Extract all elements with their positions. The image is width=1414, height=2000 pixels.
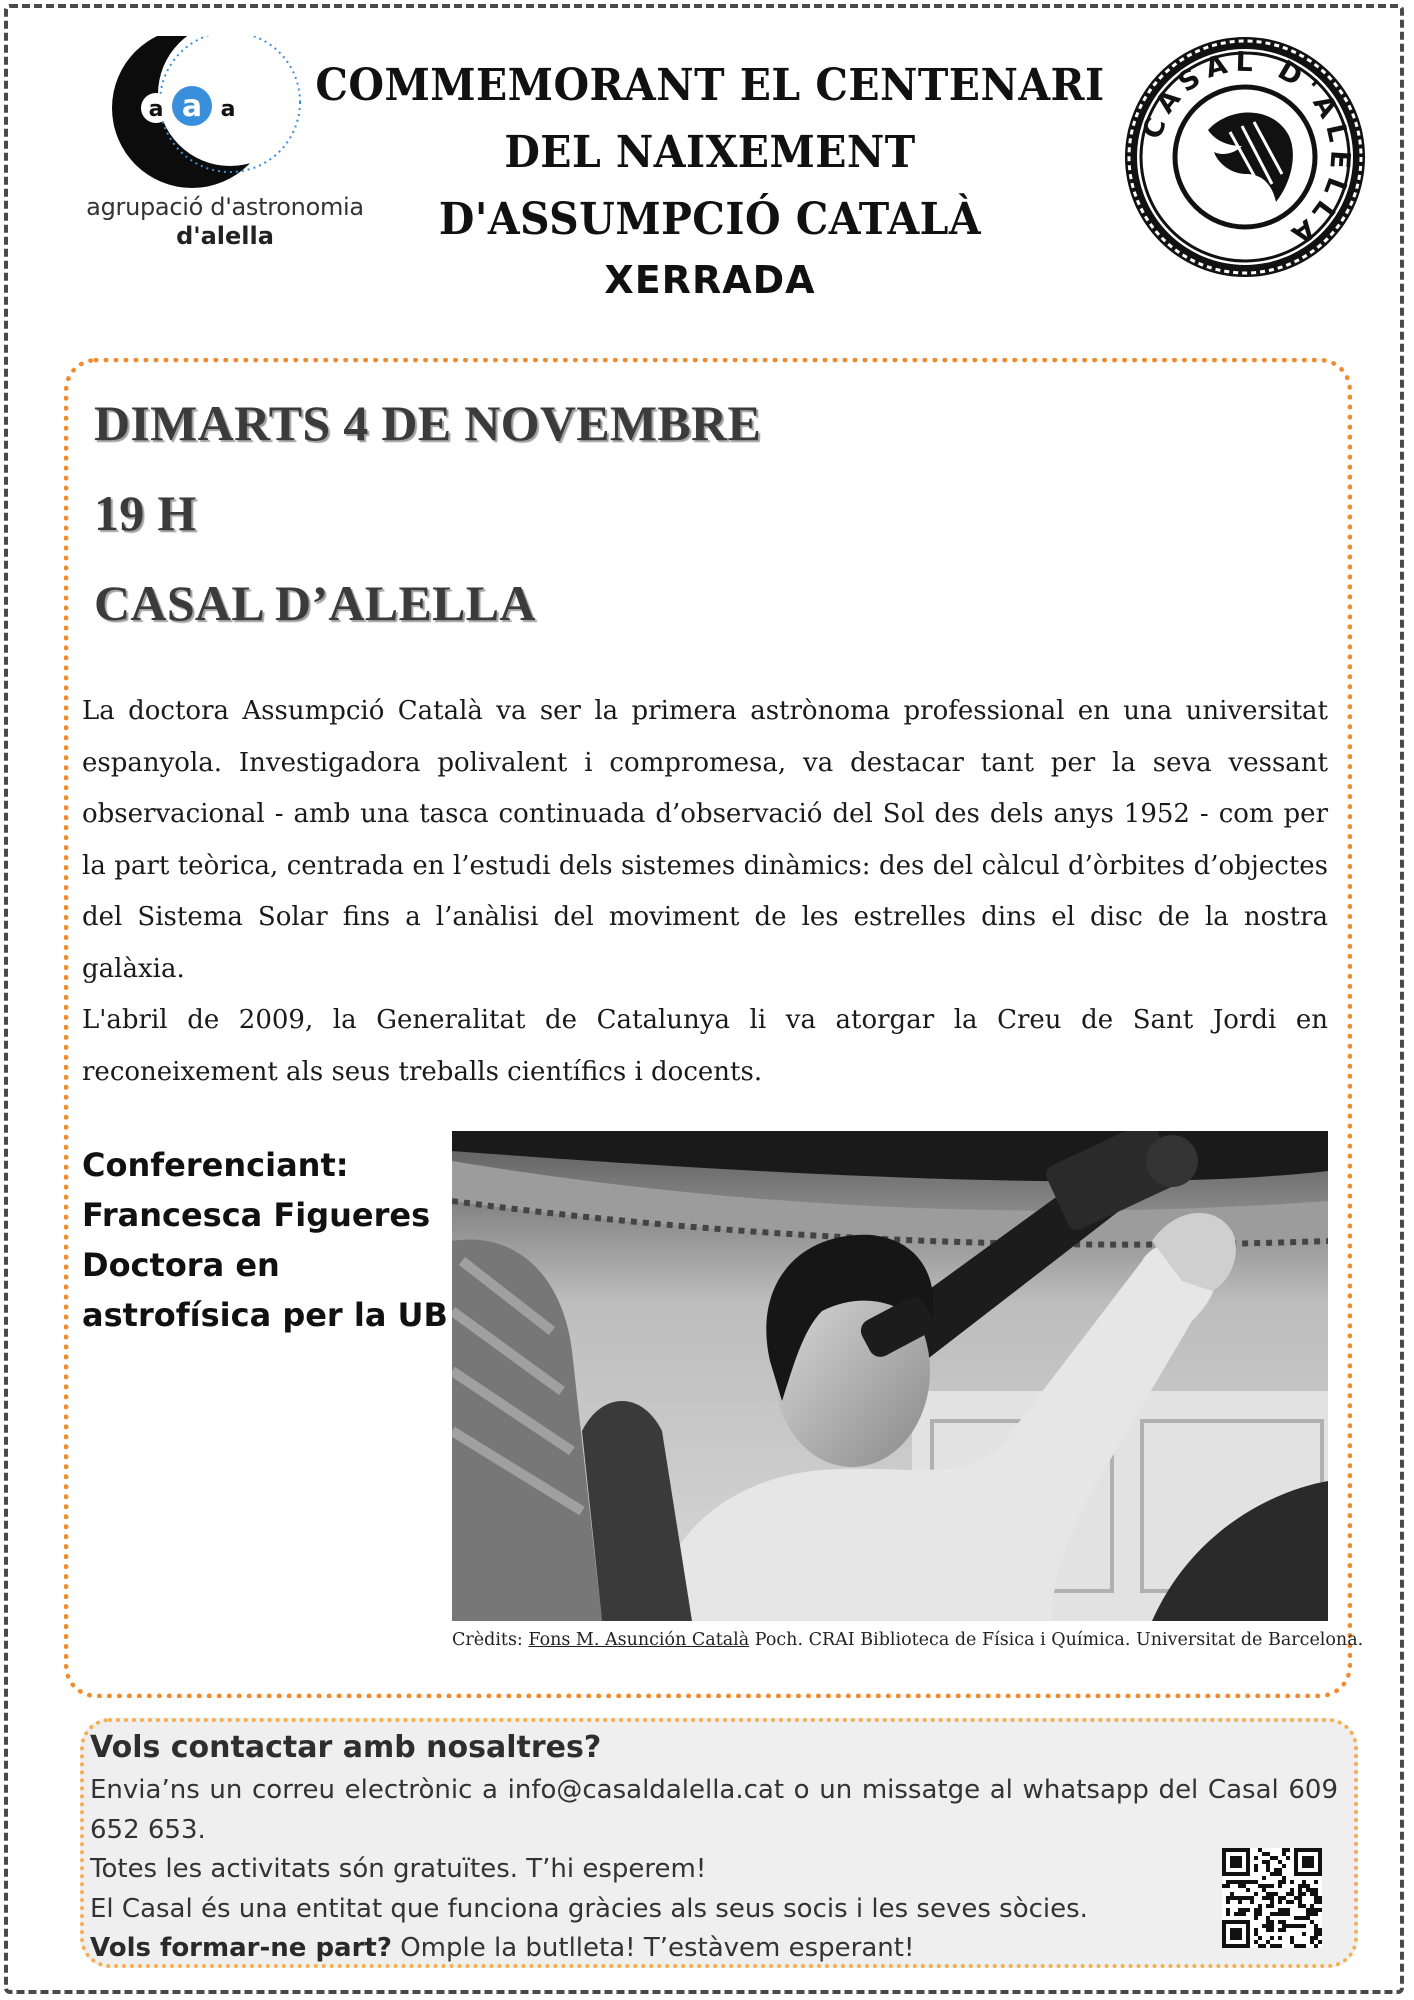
title-block [280,52,1140,305]
astronomer-photo-image [452,1131,1328,1621]
description-paragraph-1: La doctora Assumpció Català va ser la primera astrònoma professional en una universitat espanyola. Investigadora polivalent i compromesa, va destacar tant per la seva vessant observacional - amb una tasca continuada d’observació del Sol des dels anys 1952 - com per la part teòrica, centrada en l’estudi dels sistemes dinàmics: des del càlcul d’òrbites d’objectes del Sistema Solar fins a l’anàlisi del moviment de les estrelles dins el disc de la nostra galàxia. [82,696,1328,984]
title-line-3: D'ASSUMPCIÓ CATALÀ [438,194,982,245]
contact-join-rest: Omple la butlleta! T’estàvem esperant! [391,1933,915,1963]
contact-heading: Vols contactar amb nosaltres? [90,1730,602,1765]
event-time: 19 H [94,485,197,541]
monogram-a2: a [181,89,203,124]
aaa-name-line1: agrupació d'astronomia [86,193,364,221]
contact-line-4 [90,1929,1338,1969]
description [82,686,1328,1098]
casal-seal-icon [1122,34,1368,280]
monogram-a3: a [220,97,236,122]
casal-seal-logo [1122,34,1368,280]
title-line-2: DEL NAIXEMENT [504,127,916,178]
speaker-title-line1: Doctora en [82,1246,280,1284]
photo-credits [452,1630,1364,1650]
contact-join-question: Vols formar-ne part? [90,1933,392,1963]
description-paragraph-2: L'abril de 2009, la Generalitat de Catalunya li va atorgar la Creu de Sant Jordi en reconeixement als seus treballs científics i docents. [82,1005,1328,1087]
title-line-1: COMMEMORANT EL CENTENARI [315,60,1105,111]
monogram-a1: a [148,97,164,122]
contact-line-3: El Casal és una entitat que funciona gràcies als seus socis i les seves sòcies. [90,1893,1088,1924]
subtitle: XERRADA [604,258,816,302]
contact-text [90,1771,1338,1969]
contact-line-1: Envia’ns un correu electrònic a info@casaldalella.cat o un missatge al whatsapp del Casal 609 652 653. [90,1775,1338,1845]
credits-prefix: Crèdits: [452,1630,529,1650]
event-place: CASAL D’ALELLA [94,575,536,631]
aaa-name-line2: d'alella [176,222,274,250]
speaker-block [82,1140,452,1340]
contact-line-2: Totes les activitats són gratuïtes. T’hi esperem! [90,1854,707,1884]
credits-link[interactable]: Fons M. Asunción Català [528,1630,750,1650]
credits-suffix: Poch. CRAI Biblioteca de Física i Química. Universitat de Barcelona. [749,1630,1364,1650]
speaker-label: Conferenciant: [82,1146,349,1184]
speaker-name: Francesca Figueres [82,1196,431,1234]
photo [452,1131,1328,1621]
seal-ring-text: CASAL D'ALELLA [1136,46,1356,255]
qr-code-icon[interactable] [1222,1848,1322,1948]
event-date: DIMARTS 4 DE NOVEMBRE [94,395,762,451]
speaker-title-line2: astrofísica per la UB [82,1296,448,1334]
